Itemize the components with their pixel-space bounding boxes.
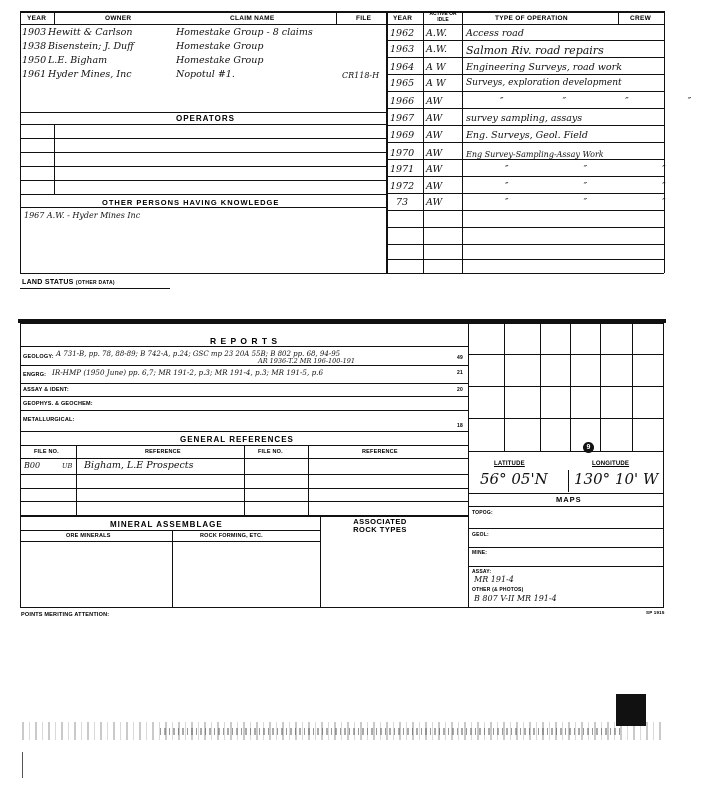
reports-heading: R E P O R T S bbox=[210, 336, 279, 346]
op-year: 1962 bbox=[390, 28, 415, 39]
op-status: AW bbox=[426, 113, 443, 124]
rock-forming-label: ROCK FORMING, ETC. bbox=[200, 533, 263, 539]
geology-label: GEOLOGY: bbox=[23, 354, 54, 360]
op-type: ″ ″ ″ bbox=[505, 164, 702, 175]
topog-label: TOPOG: bbox=[472, 510, 493, 516]
header-year: YEAR bbox=[27, 15, 47, 22]
mine-label: MINE: bbox=[472, 550, 488, 556]
knowledge-heading: OTHER PERSONS HAVING KNOWLEDGE bbox=[102, 198, 280, 207]
latitude-value: 56° 05'N bbox=[480, 470, 548, 488]
op-status: A.W. bbox=[426, 44, 448, 55]
owner-year: 1938 bbox=[22, 41, 47, 52]
other-photos-label: OTHER (& PHOTOS) bbox=[472, 587, 524, 593]
mineral-assemblage-heading: MINERAL ASSEMBLAGE bbox=[110, 520, 223, 529]
geophys-label: GEOPHYS. & GEOCHEM: bbox=[23, 401, 93, 407]
op-status: A W bbox=[426, 62, 446, 73]
scan-black-block bbox=[616, 694, 646, 726]
col-file-no-2: FILE NO. bbox=[258, 449, 283, 455]
owner-year: 1961 bbox=[22, 69, 47, 80]
claim-name: Homestake Group - 8 claims bbox=[176, 27, 313, 38]
ref-file-sub: UB bbox=[62, 462, 73, 470]
op-type: survey sampling, assays bbox=[466, 113, 583, 124]
side-number: 21 bbox=[457, 370, 463, 376]
op-status: AW bbox=[426, 164, 443, 175]
claim-name: Homestake Group bbox=[176, 41, 264, 52]
geology-value: A 731-B, pp. 78, 88-89; B 742-A, p.24; GSC mp 23 20A 55B; B 802 pp. 68, 94-95 bbox=[56, 350, 341, 358]
assay-map-value: MR 191-4 bbox=[474, 575, 514, 584]
op-type: Surveys, exploration development bbox=[466, 78, 622, 88]
grid-mark-number: 9 bbox=[586, 444, 591, 451]
op-year: 1970 bbox=[390, 148, 415, 159]
points-meriting-attention-label: POINTS MERITING ATTENTION: bbox=[21, 612, 110, 618]
op-type: ″ ″ ″ bbox=[505, 181, 702, 192]
header-crew: CREW bbox=[630, 15, 652, 22]
op-status: A.W. bbox=[426, 28, 448, 39]
assay-label: ASSAY: bbox=[472, 569, 492, 575]
op-status: AW bbox=[426, 130, 443, 141]
owner-year: 1950 bbox=[22, 55, 47, 66]
general-references-heading: GENERAL REFERENCES bbox=[180, 435, 294, 444]
latitude-label: LATITUDE bbox=[494, 461, 525, 467]
op-status: AW bbox=[426, 148, 443, 159]
claim-name: Nopotul #1. bbox=[176, 69, 235, 80]
land-status-sub: (OTHER DATA) bbox=[75, 280, 115, 286]
op-status: AW bbox=[426, 96, 443, 107]
grid-mark-icon bbox=[583, 442, 594, 453]
col-file-no: FILE NO. bbox=[34, 449, 59, 455]
geology-subvalue: AR 1936-T.2 MR 196-100-191 bbox=[258, 357, 356, 365]
header-active-idle: ACTIVE OR IDLE bbox=[429, 11, 457, 23]
owner-year: 1903 bbox=[22, 27, 47, 38]
op-type: Engineering Surveys, road work bbox=[466, 62, 622, 73]
op-year: 1966 bbox=[390, 96, 415, 107]
file-number: CR118-H bbox=[342, 71, 380, 80]
op-type: Access road bbox=[466, 28, 524, 39]
op-year: 1969 bbox=[390, 130, 415, 141]
op-status: AW bbox=[426, 197, 443, 208]
owner-name: L.E. Bigham bbox=[48, 55, 108, 66]
associated-rock-types-heading: ASSOCIATED ROCK TYPES bbox=[353, 517, 407, 534]
longitude-value: 130° 10' W bbox=[574, 470, 659, 488]
engrg-label: ENGRG: bbox=[23, 372, 47, 378]
col-reference-2: REFERENCE bbox=[362, 449, 398, 455]
operators-heading: OPERATORS bbox=[176, 114, 235, 123]
op-year: 1963 bbox=[390, 44, 415, 55]
col-reference: REFERENCE bbox=[145, 449, 181, 455]
op-year: 73 bbox=[396, 197, 409, 208]
op-year: 1965 bbox=[390, 78, 415, 89]
owner-name: Bisenstein; J. Duff bbox=[48, 41, 134, 52]
longitude-label: LONGITUDE bbox=[592, 461, 630, 467]
op-year: 1972 bbox=[390, 181, 415, 192]
header-file: FILE bbox=[356, 15, 372, 22]
ref-text: Bigham, L.E Prospects bbox=[84, 460, 194, 471]
side-number: 49 bbox=[457, 355, 463, 361]
land-status-heading bbox=[22, 279, 115, 286]
header-claim-name: CLAIM NAME bbox=[230, 15, 275, 22]
op-type: ″ ″ ″ ″ bbox=[500, 96, 719, 107]
header-type-of-operation: TYPE OF OPERATION bbox=[495, 15, 568, 22]
form-code: SP 1915 bbox=[646, 610, 665, 615]
metallurgical-label: METALLURGICAL: bbox=[23, 417, 75, 423]
maps-heading: MAPS bbox=[556, 495, 582, 504]
header-year-ops: YEAR bbox=[393, 15, 413, 22]
header-owner: OWNER bbox=[105, 15, 132, 22]
geol-label: GEOL: bbox=[472, 532, 489, 538]
op-status: AW bbox=[426, 181, 443, 192]
op-year: 1971 bbox=[390, 164, 415, 175]
op-type: Eng Survey-Sampling-Assay Work bbox=[466, 150, 604, 159]
ore-minerals-label: ORE MINERALS bbox=[66, 533, 111, 539]
side-number: 18 bbox=[457, 423, 463, 429]
op-type: Eng. Surveys, Geol. Field bbox=[466, 130, 588, 141]
op-year: 1967 bbox=[390, 113, 415, 124]
owner-name: Hewitt & Carlson bbox=[48, 27, 133, 38]
op-type: ″ ″ ″ bbox=[505, 197, 702, 208]
other-photos-value: B 807 V-II MR 191-4 bbox=[474, 594, 557, 603]
op-status: A W bbox=[426, 78, 446, 89]
side-number: 20 bbox=[457, 387, 463, 393]
ref-file-no: B00 bbox=[24, 461, 41, 470]
op-type: Salmon Riv. road repairs bbox=[466, 44, 604, 57]
owner-name: Hyder Mines, Inc bbox=[48, 69, 132, 80]
op-year: 1964 bbox=[390, 62, 415, 73]
land-status-title: LAND STATUS bbox=[22, 279, 74, 286]
knowledge-entry: 1967 A.W. - Hyder Mines Inc bbox=[24, 211, 141, 220]
claim-name: Homestake Group bbox=[176, 55, 264, 66]
scan-noise-dark bbox=[160, 728, 620, 735]
assay-ident-label: ASSAY & IDENT: bbox=[23, 387, 69, 393]
engrg-value: IR-HMP (1950 June) pp. 6,7; MR 191-2, p.3; MR 191-4, p.3; MR 191-5, p.6 bbox=[52, 368, 324, 377]
